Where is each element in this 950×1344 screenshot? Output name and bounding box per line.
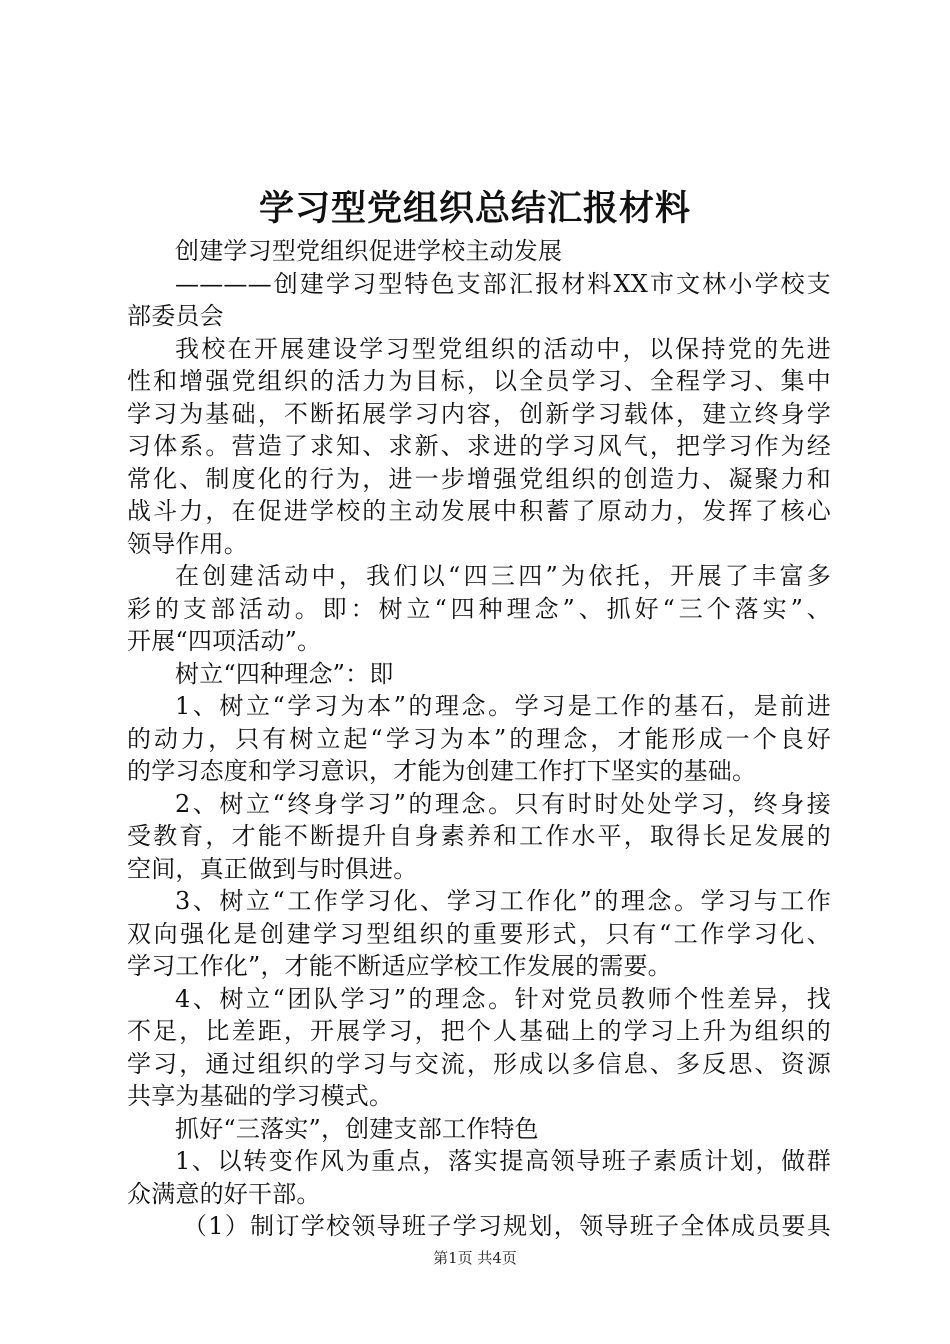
text-line: 众满意的好干部。	[127, 1179, 321, 1208]
text-line: 彩的支部活动。即：树立“四种理念”、抓好“三个落实”、	[127, 594, 831, 623]
text-line: （1）制订学校领导班子学习规划，领导班子全体成员要具	[183, 1212, 831, 1240]
text-line: 2、树立“终身学习”的理念。只有时时处处学习，终身接	[175, 789, 831, 818]
text-line: 共享为基础的学习模式。	[127, 1082, 394, 1110]
text-line: 常化、制度化的行为，进一步增强党组织的创造力、凝聚力和	[127, 464, 831, 493]
text-line: 不足，比差距，开展学习，把个人基础上的学习上升为组织的	[127, 1017, 831, 1045]
text-line: 学习工作化”，才能不断适应学校工作发展的需要。	[127, 952, 672, 980]
text-line: 开展“四项活动”。	[127, 627, 322, 655]
text-line: 1、以转变作风为重点，落实提高领导班子素质计划，做群	[175, 1147, 831, 1175]
text-line: 性和增强党组织的活力为目标，以全员学习、全程学习、集中	[127, 367, 831, 395]
document-body	[127, 235, 831, 1243]
text-line: 树立“四种理念”：即	[175, 659, 394, 688]
text-line: 的动力，只有树立起“学习为本”的理念，才能形成一个良好	[127, 724, 831, 753]
text-line: 战斗力，在促进学校的主动发展中积蓄了原动力，发挥了核心	[127, 497, 831, 525]
text-line: 在创建活动中，我们以“四三四”为依托，开展了丰富多	[175, 562, 831, 590]
text-line: 1、树立“学习为本”的理念。学习是工作的基石，是前进	[175, 692, 831, 720]
text-line: 学习，通过组织的学习与交流，形成以多信息、多反思、资源	[127, 1049, 831, 1078]
text-line: 受教育，才能不断提升自身素养和工作水平，取得长足发展的	[127, 822, 831, 850]
text-line: 习体系。营造了求知、求新、求进的学习风气，把学习作为经	[127, 432, 831, 460]
text-line: 我校在开展建设学习型党组织的活动中，以保持党的先进	[175, 334, 831, 363]
text-line: 领导作用。	[127, 529, 248, 558]
document-title: 学习型党组织总结汇报材料	[258, 188, 691, 229]
page-footer: 第1页 共4页	[433, 1249, 517, 1267]
text-line: 创建学习型党组织促进学校主动发展	[175, 237, 563, 265]
text-line: 4、树立“团队学习”的理念。针对党员教师个性差异，找	[175, 984, 831, 1013]
text-line: 学习为基础，不断拓展学习内容，创新学习载体，建立终身学	[127, 399, 831, 428]
text-line: 部委员会	[127, 302, 224, 330]
text-line: 3、树立“工作学习化、学习工作化”的理念。学习与工作	[175, 887, 831, 915]
text-line: 的学习态度和学习意识，才能为创建工作打下坚实的基础。	[127, 757, 757, 785]
text-line: 空间，真正做到与时俱进。	[127, 854, 418, 883]
text-line: 抓好“三落实”，创建支部工作特色	[175, 1114, 539, 1143]
text-line: ————创建学习型特色支部汇报材料XX市文林小学校支	[175, 269, 831, 298]
text-line: 双向强化是创建学习型组织的重要形式，只有“工作学习化、	[127, 919, 831, 948]
